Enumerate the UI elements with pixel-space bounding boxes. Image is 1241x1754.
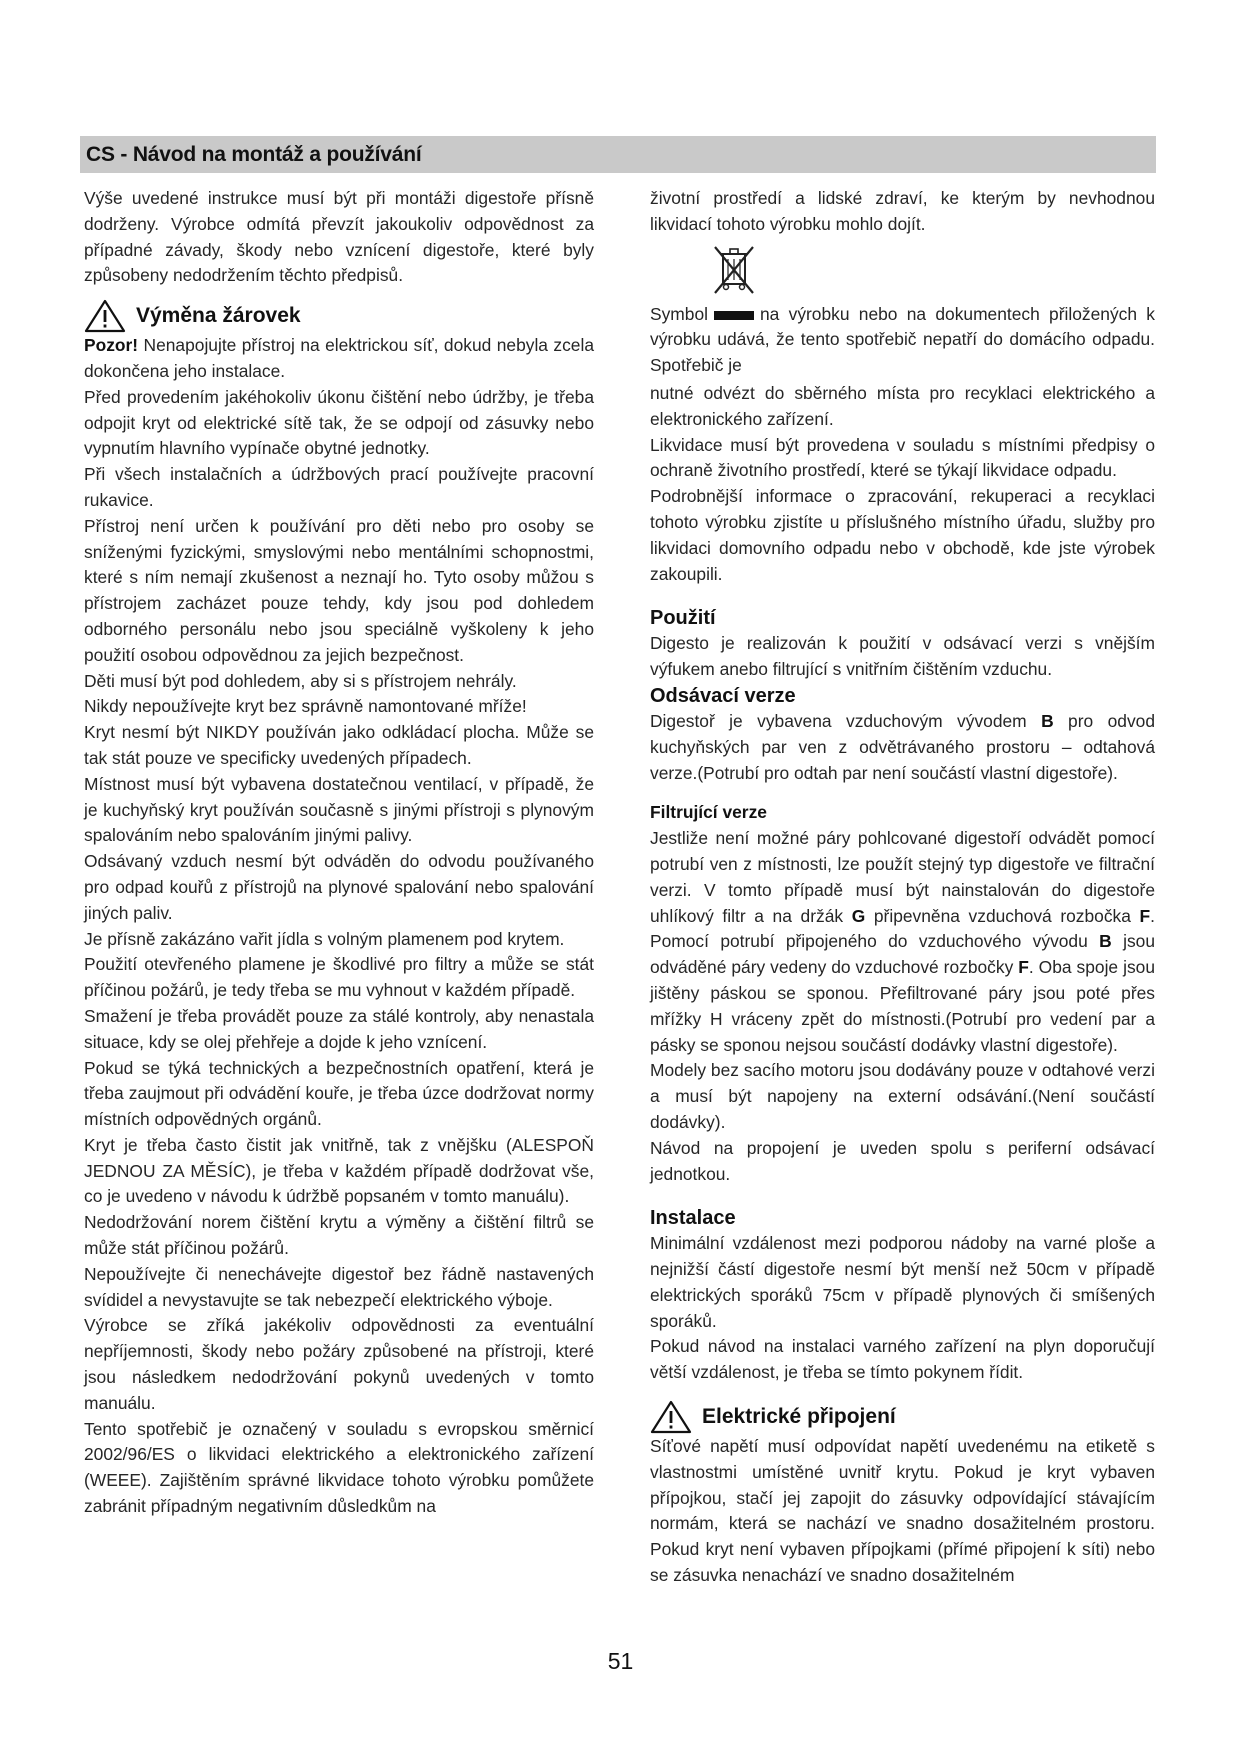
electric-heading: Elektrické připojení bbox=[702, 1405, 896, 1429]
paragraph: Modely bez sacího motoru jsou dodávány pouze v odtahové verzi a musí být napojeny na externí odsávání.(Není součástí dodávky). bbox=[650, 1060, 1155, 1132]
paragraph: Kryt nesmí být NIKDY používán jako odkládací plocha. Může se tak stát pouze ve specificky uvedených případech. bbox=[84, 722, 594, 768]
paragraph: Nepoužívejte či nenechávejte digestoř bez řádně nastavených svídidel a nevystavujte se tak nebezpečí elektrického výboje. bbox=[84, 1263, 594, 1310]
paragraph: Místnost musí být vybavena dostatečnou ventilací, v případě, že je kuchyňský kryt používán současně s jinými přístroji s plynovým spalováním nebo spalováním jinými palivy. bbox=[84, 773, 594, 846]
pozor-label: Pozor! bbox=[84, 335, 139, 356]
paragraph: . Pomocí potrubí připojeného do vzduchového vývodu bbox=[650, 905, 1155, 952]
paragraph: Nedodržování norem čištění krytu a výměny a čištění filtrů se může stát příčinou požárů. bbox=[84, 1212, 594, 1259]
paragraph: Děti musí být pod dohledem, aby si s přístrojem nehrály. bbox=[84, 670, 517, 691]
symbol-bar-icon bbox=[714, 311, 754, 320]
paragraph: pro odvod kuchyňských par ven z odvětrávaného prostoru – odtahová verze.(Potrubí pro odtah par není součástí vlastní digestoře). bbox=[650, 710, 1155, 783]
label-b: B bbox=[1099, 931, 1112, 952]
paragraph: Je přísně zakázáno vařit jídla s volným plamenem pod krytem. bbox=[84, 928, 565, 949]
paragraph: Likvidace musí být provedena v souladu s místními předpisy o ochraně životního prostředí, které se týkají likvidace odpadu. bbox=[650, 434, 1155, 481]
weee-bin-icon bbox=[712, 244, 756, 296]
paragraph: jsou odváděné páry vedeny do vzduchové rozbočky bbox=[650, 931, 1155, 978]
paragraph: životní prostředí a lidské zdraví, ke kterým by nevhodnou likvidací tohoto výrobku mohlo dojít. bbox=[650, 188, 1155, 234]
paragraph: Odsávaný vzduch nesmí být odváděn do odvodu používaného pro odpad kouřů z přístrojů na plynové spalování nebo spalování jiných paliv. bbox=[84, 851, 594, 923]
paragraph: . Oba spoje jsou jištěny páskou se sponou. Přefiltrované páry jsou poté přes mřížky H vráceny zpět do místnosti.(Potrubí pro vedení par a pásky se sponou nejsou součástí dodávky vlastní digestoře). bbox=[650, 957, 1155, 1055]
label-g: G bbox=[851, 905, 866, 926]
paragraph: Tento spotřebič je označený v souladu s evropskou směrnicí 2002/96/ES o likvidaci elektrického a elektronického zařízení (WEEE). Zajištěním správné likvidace tohoto výrobku pomůžete zabránit případným negativním důsledkům na bbox=[84, 1418, 594, 1517]
label-f: F bbox=[1018, 957, 1029, 978]
paragraph: Výrobce se zříká jakékoliv odpovědnosti za eventuální nepříjemnosti, škody nebo požáry způsobené na přístroji, které jsou následkem nedodržování pokynů uvedených v tomto manuálu. bbox=[84, 1315, 594, 1413]
paragraph: Nikdy nepoužívejte kryt bez správně namontované mříže! bbox=[84, 696, 527, 717]
left-column bbox=[84, 186, 594, 1520]
paragraph: Jestliže není možné páry pohlcované digestoří odvádět pomocí potrubí ven z místnosti, lze použít stejný typ digestoře ve filtrační verzi. V tomto případě musí být nainstalován do digestoře uhlíkový filtr a na držák bbox=[650, 828, 1155, 926]
suction-heading: Odsávací verze bbox=[650, 684, 796, 707]
install-heading: Instalace bbox=[650, 1207, 736, 1230]
paragraph: Při všech instalačních a údržbových prací používejte pracovní rukavice. bbox=[84, 464, 594, 510]
paragraph: Síťové napětí musí odpovídat napětí uvedenému na etiketě s vlastnostmi umístěné uvnitř krytu. Pokud je kryt vybaven přípojkou, stačí jej zapojit do zásuvky odpovídající stávajícím normám, která se nachází ve snadno dosažitelném prostoru. Pokud kryt není vybaven přípojkami (přímé připojení k síti) nebo se zásuvka nenachází ve snadno dosažitelném bbox=[650, 1436, 1155, 1586]
paragraph: připevněna vzduchová rozbočka bbox=[865, 905, 1140, 926]
paragraph: Návod na propojení je uveden spolu s periferní odsávací jednotkou. bbox=[650, 1137, 1155, 1184]
paragraph: Smažení je třeba provádět pouze za stálé kontroly, aby nenastala situace, kdy se olej přehřeje a dojde k jeho vznícení. bbox=[84, 1005, 594, 1052]
page-number: 51 bbox=[607, 1648, 634, 1674]
paragraph: Digestoř je vybavena vzduchovým vývodem bbox=[650, 710, 1042, 731]
section-title: CS - Návod na montáž a používání bbox=[86, 143, 422, 166]
label-b: B bbox=[1041, 710, 1054, 731]
use-heading: Použití bbox=[650, 607, 716, 630]
paragraph: Před provedením jakéhokoliv úkonu čištění nebo údržby, je třeba odpojit kryt od elektrické sítě tak, že se odpojí od zásuvky nebo vypnutím hlavního vypínače obytné jednotky. bbox=[84, 386, 594, 459]
label-f: F bbox=[1139, 905, 1151, 926]
electric-heading-row bbox=[650, 1400, 1155, 1434]
bulb-heading: Výměna žárovek bbox=[136, 304, 301, 328]
paragraph: na výrobku nebo na dokumentech přiložených k výrobku udává, že tento spotřebič nepatří do domácího odpadu. Spotřebič je bbox=[650, 303, 1155, 376]
paragraph: Pokud se týká technických a bezpečnostních opatření, která je třeba zaujmout při odvádění kouře, je třeba úzce dodržovat normy místních odpovědných orgánů. bbox=[84, 1057, 594, 1130]
paragraph: Pokud návod na instalaci varného zařízení na plyn doporučují větší vzdálenost, je třeba se tímto pokynem řídit. bbox=[650, 1336, 1155, 1383]
right-column bbox=[650, 186, 1155, 1589]
paragraph: Digesto je realizován k použití v odsávací verzi s vnějším výfukem anebo filtrující s vnitřním čištěním vzduchu. bbox=[650, 633, 1155, 680]
bulb-heading-row bbox=[84, 299, 594, 333]
intro-paragraph: Výše uvedené instrukce musí být při montáži digestoře přísně dodrženy. Výrobce odmítá převzít jakoukoliv odpovědnost za případné závady, škody nebo vznícení digestoře, které byly způsobeny nedodržením těchto předpisů. bbox=[84, 188, 594, 286]
section-header-bar bbox=[80, 136, 1156, 173]
filter-heading: Filtrující verze bbox=[650, 802, 767, 823]
warning-icon bbox=[650, 1400, 692, 1434]
paragraph: Kryt je třeba často čistit jak vnitřně, tak z vnějšku (ALESPOŇ JEDNOU ZA MĚSÍC), je třeba v každém případě dodržovat vše, co je uvedeno v návodu k údržbě popsaném v tomto manuálu). bbox=[84, 1134, 594, 1207]
symbol-word: Symbol bbox=[650, 303, 708, 324]
paragraph: Podrobnější informace o zpracování, rekuperaci a recyklaci tohoto výrobku zjistíte u příslušného místního úřadu, služby pro likvidaci domovního odpadu nebo v obchodě, kde jste výrobek zakoupili. bbox=[650, 486, 1155, 584]
paragraph: Nenapojujte přístroj na elektrickou síť, dokud nebyla zcela dokončena jeho instalace. bbox=[84, 335, 594, 381]
paragraph: Přístroj není určen k používání pro děti nebo pro osoby se sníženými fyzickými, smyslovými nebo mentálními schopnostmi, které s ním nemají zkušenost a neznají ho. Tyto osoby můžou s přístrojem zacházet pouze tehdy, kdy jsou pod dohledem odborného personálu nebo jsou speciálně vyškoleny k jeho použití osobou odpovědnou za jejich bezpečnost. bbox=[84, 515, 594, 665]
paragraph: nutné odvézt do sběrného místa pro recyklaci elektrického a elektronického zařízení. bbox=[650, 382, 1155, 429]
paragraph: Použití otevřeného plamene je škodlivé pro filtry a může se stát příčinou požárů, je tedy třeba se mu vyhnout v každém případě. bbox=[84, 954, 594, 1001]
warning-icon bbox=[84, 299, 126, 333]
paragraph: Minimální vzdálenost mezi podporou nádoby na varné ploše a nejnižší částí digestoře nesmí být menší než 50cm v případě elektrických sporáků 75cm v případě plynových či smíšených sporáků. bbox=[650, 1233, 1155, 1331]
